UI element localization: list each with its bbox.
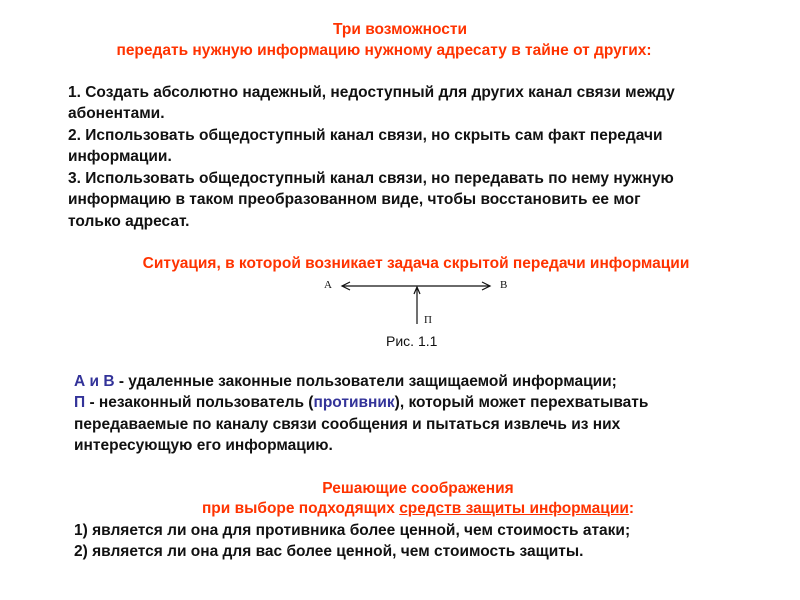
title-line-2: передать нужную информацию нужному адресату в тайне от других: <box>116 42 652 59</box>
definition-line: передаваемые по каналу связи сообщения и пытаться извлечь из них <box>74 416 621 433</box>
definition-text: - удаленные законные пользователи защищаемой информации; <box>114 373 617 390</box>
situation-heading: Ситуация, в которой возникает задача скрытой передачи информации <box>142 255 690 272</box>
option-line: 3. Использовать общедоступный канал связи, но передавать по нему нужную <box>68 170 674 187</box>
label-b: B <box>500 279 508 291</box>
definition-text: ), который может перехватывать <box>394 394 649 411</box>
definition-text: - незаконный пользователь ( <box>85 394 314 411</box>
label-a: A <box>324 279 332 291</box>
heading-text: при выборе подходящих <box>201 500 400 517</box>
heading-text: : <box>628 500 635 517</box>
option-line: только адресат. <box>68 213 190 230</box>
considerations-heading-1: Решающие соображения <box>322 480 514 497</box>
option-line: 1. Создать абсолютно надежный, недоступный для других канал связи между <box>68 84 675 101</box>
protection-means-link[interactable]: средств защиты информации <box>399 500 629 517</box>
term-ab: А и В <box>74 373 115 390</box>
option-line: информации. <box>68 148 172 165</box>
considerations-heading-2 <box>18 499 800 519</box>
definition-line: интересующую его информацию. <box>74 437 333 454</box>
definition-p <box>74 393 648 413</box>
term-adversary: противник <box>313 394 395 411</box>
consideration-item: 1) является ли она для противника более ценной, чем стоимость атаки; <box>74 522 631 539</box>
label-p: П <box>424 314 432 326</box>
term-p: П <box>74 394 86 411</box>
option-line: информацию в таком преобразованном виде, чтобы восстановить ее мог <box>68 191 641 208</box>
option-line: 2. Использовать общедоступный канал связи, но скрыть сам факт передачи <box>68 127 663 144</box>
figure-caption: Рис. 1.1 <box>386 333 438 349</box>
consideration-item: 2) является ли она для вас более ценной, чем стоимость защиты. <box>74 543 584 560</box>
title-line-1: Три возможности <box>333 21 467 38</box>
option-line: абонентами. <box>68 105 165 122</box>
definition-ab <box>74 372 617 392</box>
